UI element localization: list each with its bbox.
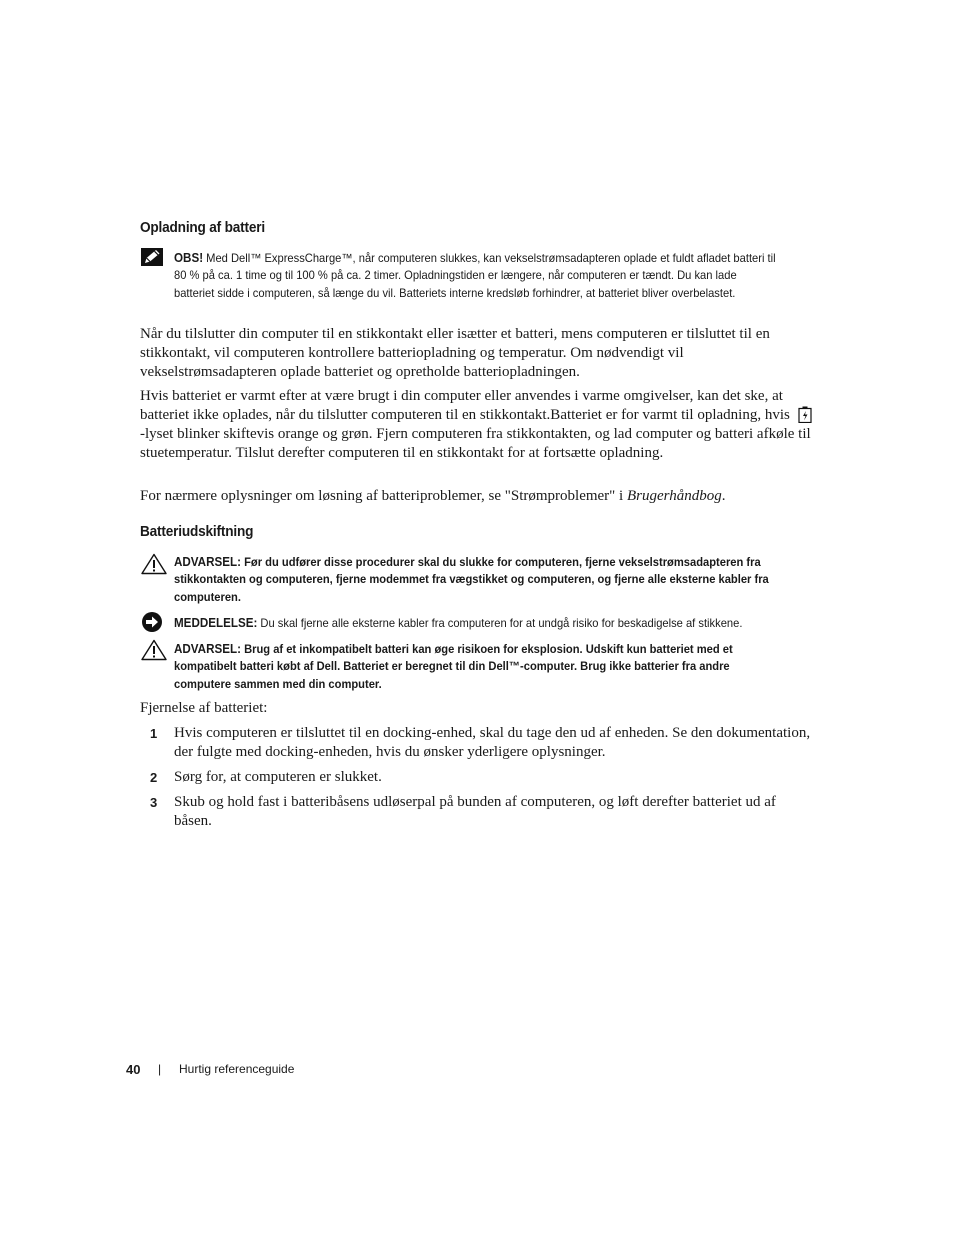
paragraph-text xyxy=(140,387,816,463)
page-number: 40 xyxy=(126,1062,141,1077)
step-text: Skub og hold fast i batteribåsens udløserpal på bunden af computeren, og løft derefter batteriet ud af båsen. xyxy=(174,794,776,829)
warning-triangle-icon xyxy=(140,639,168,663)
notice-label: MEDDELELSE: xyxy=(174,616,258,630)
paragraph-more-info xyxy=(140,487,816,506)
paragraph-text xyxy=(140,487,816,506)
note-expresscharge xyxy=(174,250,779,302)
footer-separator: | xyxy=(158,1062,162,1076)
note-label: OBS! xyxy=(174,251,204,265)
warning-power-off xyxy=(174,554,779,606)
step-number: 3 xyxy=(150,795,158,810)
warning-label: ADVARSEL: xyxy=(174,642,241,656)
section-heading-charging: Opladning af batteri xyxy=(140,220,265,236)
step-text: Hvis computeren er tilsluttet til en docking-enhed, skal du tage den ud af enheden. Se den dokumentation, der fulgte med docking-enheden, hvis du ønsker yderligere oplysninger. xyxy=(174,725,811,760)
warning-incompatible-battery xyxy=(174,641,779,693)
paragraph-text-after: . xyxy=(721,488,726,504)
paragraph-text-after: -lyset blinker skiftevis orange og grøn. Fjern computeren fra stikkontakten, og lad computer og batteri afkøle til stuetemperatur. Tilslut derefter computeren til en stikkontakt for at fortsætte opladning. xyxy=(140,426,811,461)
paragraph-text: Fjernelse af batteriet: xyxy=(140,700,268,716)
notice-text: Du skal fjerne alle eksterne kabler fra computeren for at undgå risiko for beskadigelse af stikkene. xyxy=(260,616,743,630)
pencil-note-icon xyxy=(140,247,168,271)
notice-arrow-icon xyxy=(140,611,168,635)
footer-title: Hurtig referenceguide xyxy=(179,1062,295,1076)
section-heading-battery-replacement: Batteriudskiftning xyxy=(140,524,254,540)
step-text: Sørg for, at computeren er slukket. xyxy=(174,769,382,785)
warning-triangle-icon xyxy=(140,553,168,577)
battery-light-icon xyxy=(798,406,812,423)
paragraph-text-before: For nærmere oplysninger om løsning af batteriproblemer, se "Strømproblemer" i xyxy=(140,488,627,504)
paragraph-charging-check xyxy=(140,325,816,382)
notice-external-cables xyxy=(174,615,779,632)
user-guide-title: Brugerhåndbog xyxy=(626,488,722,504)
note-text: Med Dell™ ExpressCharge™, når computeren slukkes, kan vekselstrømsadapteren oplade et fuldt afladet batteri til 80 % på ca. 1 time og til 100 % på ca. 2 timer. Opladningstiden er længere, når computeren er tændt. Du kan lade batteriet sidde i computeren, så længe du vil. Batteriets interne kredsløb forhindrer, at batteriet bliver overbelastet. xyxy=(174,251,776,300)
paragraph-text: Når du tilslutter din computer til en stikkontakt eller isætter et batteri, mens computeren er tilsluttet til en stikkontakt, vil computeren kontrollere batteriopladning og temperatur. Om nødvendigt vil vekselstrømsadapteren oplade batteriet og opretholde batteriopladningen. xyxy=(140,326,770,380)
warning-label: ADVARSEL: xyxy=(174,555,241,569)
step-number: 1 xyxy=(150,726,158,741)
warning-text: Før du udfører disse procedurer skal du slukke for computeren, fjerne vekselstrømsadapteren fra stikkontakten og computeren, fjerne modemmet fra vægstikket og computeren, og fjerne alle eksterne kabler fra computeren. xyxy=(174,555,769,604)
warning-text: Brug af et inkompatibelt batteri kan øge risikoen for eksplosion. Udskift kun batteriet med et kompatibelt batteri købt af Dell. Batteriet er beregnet til din Dell™-computer. Brug ikke batterier fra andre computere sammen med din computer. xyxy=(174,642,733,691)
paragraph-text-before: Hvis batteriet er varmt efter at være brugt i din computer eller anvendes i varme omgivelser, kan det ske, at batteriet ikke oplades, når du tilslutter computeren til en stikkontakt.Batteriet er for varmt til opladning, hvis xyxy=(140,388,790,423)
removal-intro xyxy=(140,699,816,718)
paragraph-battery-hot xyxy=(140,387,816,463)
step-number: 2 xyxy=(150,770,158,785)
